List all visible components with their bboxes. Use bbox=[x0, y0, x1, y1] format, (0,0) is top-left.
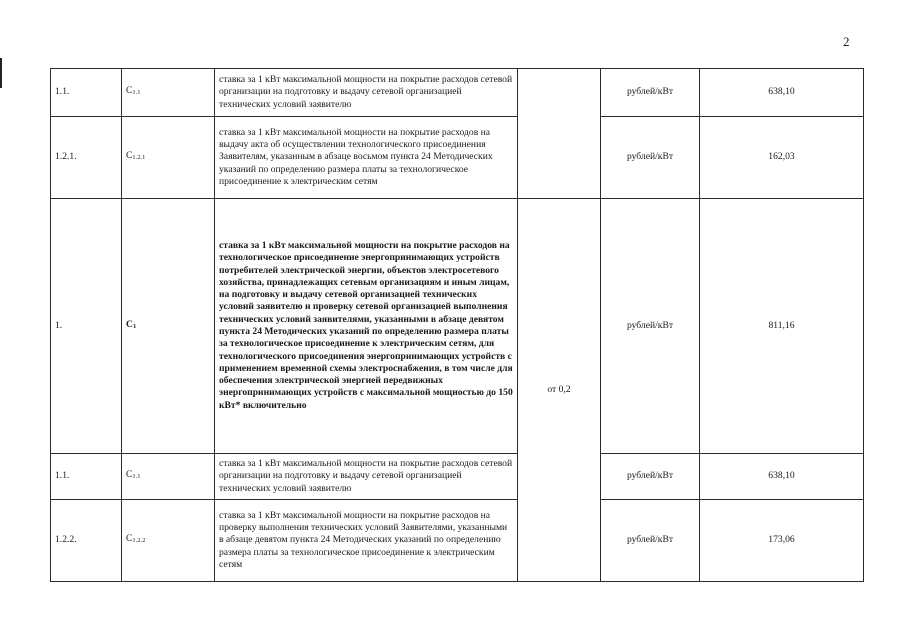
power-range-cell bbox=[518, 69, 601, 199]
unit-cell: рублей/кВт bbox=[601, 454, 700, 500]
rate-value: 162,03 bbox=[700, 117, 864, 199]
row-number: 1.1. bbox=[51, 69, 122, 117]
table-row bbox=[51, 199, 864, 454]
rate-code: $C_{1.2.2}$ bbox=[122, 500, 215, 582]
rate-value: 811,16 bbox=[700, 199, 864, 454]
rate-value: 638,10 bbox=[700, 69, 864, 117]
power-range: от 0,2 bbox=[518, 199, 601, 582]
unit-cell: рублей/кВт bbox=[601, 500, 700, 582]
rate-value: 173,06 bbox=[700, 500, 864, 582]
rate-code: $C_{1.1}$ bbox=[122, 454, 215, 500]
row-number: 1.2.1. bbox=[51, 117, 122, 199]
rate-description: ставка за 1 кВт максимальной мощности на покрытие расходов сетевой организации на подготовку и выдачу сетевой организацией технических условий заявителю bbox=[215, 69, 518, 117]
table-row bbox=[51, 69, 864, 117]
row-number: 1.2.2. bbox=[51, 500, 122, 582]
unit-cell: рублей/кВт bbox=[601, 199, 700, 454]
rate-description: ставка за 1 кВт максимальной мощности на покрытие расходов на выдачу акта об осуществлении технологического присоединения Заявителям, указанным в абзаце восьмом пункта 24 Методических указаний по определению размера платы за технологическое присоединение к электрическим сетям bbox=[215, 117, 518, 199]
scan-edge-mark bbox=[0, 58, 2, 88]
table-row bbox=[51, 117, 864, 199]
table-row bbox=[51, 454, 864, 500]
rate-value: 638,10 bbox=[700, 454, 864, 500]
unit-cell: рублей/кВт bbox=[601, 69, 700, 117]
unit-cell: рублей/кВт bbox=[601, 117, 700, 199]
rate-code: $C_{1.1}$ bbox=[122, 69, 215, 117]
rate-description: ставка за 1 кВт максимальной мощности на покрытие расходов на технологическое присоединение энергопринимающих устройств потребителей электрической энергии, объектов электросетевого хозяйства, принадлежащих сетевым организациям и иным лицам, на подготовку и выдачу сетевой организацией технических условий заявителю и проверку сетевой организацией выполнения технических условий заявителями, указанными в абзаце девятом пункта 24 Методических указаний по определению размера платы за технологическое присоединение к электрическим сетям, для технологического присоединения энергопринимающих устройств с применением временной схемы электроснабжения, в том числе для обеспечения электрической энергией передвижных энергопринимающих устройств с максимальной мощностью до 150 кВт* включительно bbox=[215, 199, 518, 454]
rate-code: $C_1$ bbox=[122, 199, 215, 454]
rate-description: ставка за 1 кВт максимальной мощности на покрытие расходов на проверку выполнения технических условий Заявителями, указанными в абзаце девятом пункта 24 Методических указаний по определению размера платы за технологическое присоединение к электрическим сетям bbox=[215, 500, 518, 582]
table-row bbox=[51, 500, 864, 582]
row-number: 1. bbox=[51, 199, 122, 454]
rate-code: $C_{1.2.1}$ bbox=[122, 117, 215, 199]
row-number: 1.1. bbox=[51, 454, 122, 500]
rate-description: ставка за 1 кВт максимальной мощности на покрытие расходов сетевой организации на подготовку и выдачу сетевой организацией технических условий заявителю bbox=[215, 454, 518, 500]
page-number: 2 bbox=[843, 34, 850, 49]
tariff-table bbox=[50, 68, 864, 582]
